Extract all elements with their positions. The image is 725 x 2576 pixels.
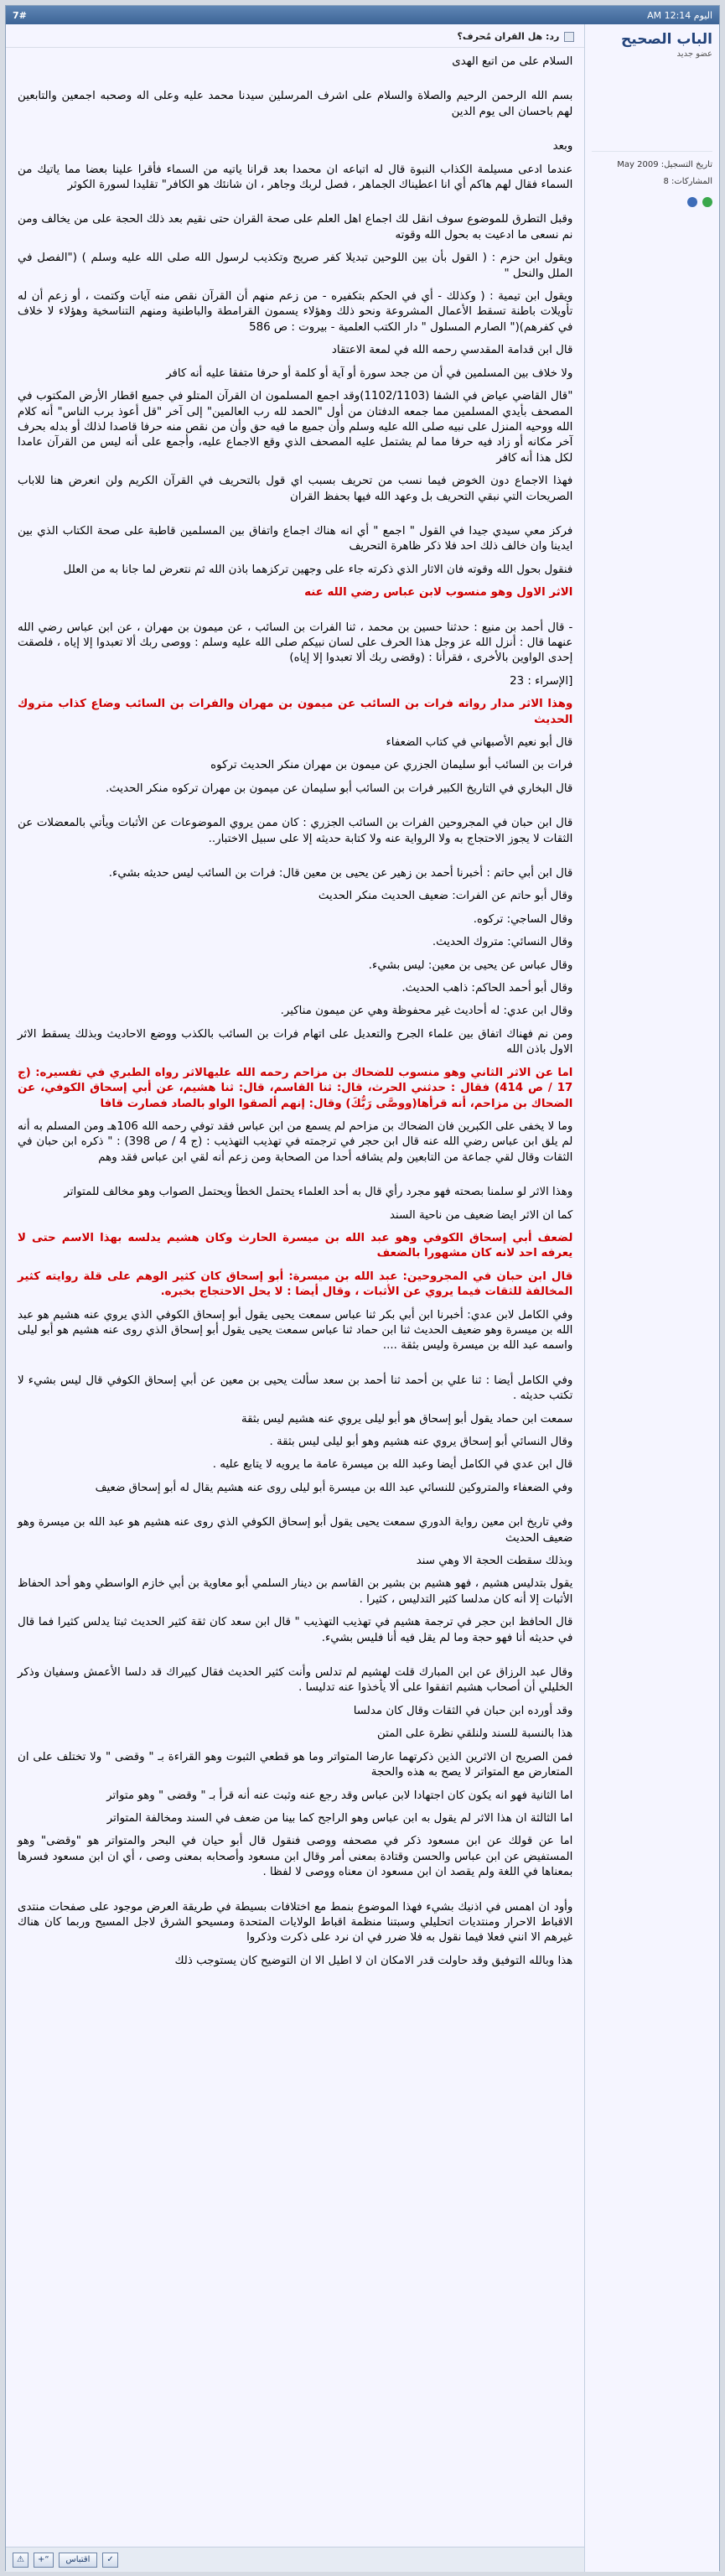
message-paragraph: سمعت ابن حماد يقول أبو إسحاق هو أبو ليلى يروي عنه هشيم ليس بثقة [241, 1412, 573, 1426]
message-paragraph: بسم الله الرحمن الرحيم والصلاة والسلام على اشرف المرسلين سيدنا محمد عليه وعلى اله وصحبه اجمعين والتابعين لهم باحسان الى يوم الدين [18, 90, 573, 118]
message-paragraph: وبعد [552, 140, 573, 153]
post-count: المشاركات: 8 [663, 177, 712, 186]
message-paragraph: "قال القاضي عياض في الشفا (1102/1103)وقد اجمع المسلمون ان القرآن المتلو في جميع اقطار الأرض المكتوب في المصحف بأيدي المسلمين مما جمعه الدفتان من أول "الحمد لله رب العالمين" إلى آخر "قل أعوذ برب الناس" أنه كلام الله ووحيه المنزل على نبيه صلى الله عليه وسلم وأن جميع ما فيه حق وأن من نقص منه حرفا قاصدا لذلك أو بدله بحرف آخر مكانه أو زاد فيه حرفا مما لم يشتمل عليه المصحف الذي وقع الاجماع عليه، وأجمع على أنه ليس من القرآن عامدا لكل هذا أنه كافر [18, 390, 573, 465]
message-paragraph: اما عن الاثر الثاني وهو منسوب للضحاك بن مزاحم رحمه الله عليهالاثر رواه الطبري في تفسيره: (ج 17 / ص 414) فقال : حدثني الحرث، قال: ثنا القاسم، قال: ثنا هشيم، عن أبي إسحاق الكوفي، عن الضحاك بن مزاحم، أنه قرأها(ووصَّى رَبُّكَ) وقال: إنهم ألصقوا الواو بالصاد فصارت قافا [18, 1066, 573, 1110]
message-paragraph: الاثر الاول وهو منسوب لابن عباس رضي الله عنه [304, 586, 573, 600]
message-paragraph: قال البخاري في التاريخ الكبير فرات بن السائب أبو سليمان عن ميمون بن مهران تركوه منكر الحديث. [105, 782, 573, 795]
message-paragraph: اما الثانية فهو انه يكون كان اجتهادا لابن عباس وقد رجع عنه وثبت عنه أنه قرأ بـ " وقضى " وهو متواتر [106, 1789, 573, 1802]
post-content [6, 24, 585, 2572]
message-paragraph: فمن الصريح ان الاثرين الذين ذكرتهما عارضا المتواتر وما هو قطعي الثبوت وهو القراءة بـ " وقضى " ولا تختلف على ان المتعارض مع المتواتر لا يصح به هذه والحجة [18, 1750, 573, 1779]
post-footer [6, 2547, 584, 2572]
message-paragraph: وأود ان اهمس في اذنيك بشيء فهذا الموضوع بنمط مع اختلافات بسيطة في طريقة العرض موجود على صفحات منتدى الاقباط الاحرار ومنتديات اتحليلي وسبتنا منظمة اقباط الولايات المتحدة ومسيحو الشرق لاجل المسيح وربما كان هناك غيرهم الا انني فعلا فيما نقول به فلا ضرر في ان نرد على ذكرت وذكروا [18, 1900, 573, 1945]
online-status-icon [702, 197, 712, 207]
message-paragraph: وقال الساجي: تركوه. [473, 912, 573, 926]
paragraph-spacer [18, 512, 572, 524]
message-paragraph: وما لا يخفى على الكبرين فان الضحاك بن مزاحم لم يسمع من ابن عباس فقد توفي رحمه الله 106هـ ومن المسلم به أنه لم يلق ابن عباس رضي الله عنه قال ابن حجر في ترجمته في تهذيب التهذيب : (ج 4 / ص 398) : " ذكره ابن حبان في الثقات وقال لقي جماعة من التابعين ولم يشافه أحدا من الصحابة ومن زعم أنه لقي ابن عباس فقد وهم [18, 1119, 573, 1164]
post-number[interactable]: 7# [13, 9, 27, 21]
message-paragraph: وفي الكامل لابن عدي: أخبرنا ابن أبي بكر ثنا عباس سمعت يحيى يقول أبو إسحاق الكوفي الذي يروي عنه هشيم هو عبد الله بن ميسرة وهو ضعيف الحديث ثنا ابن حماد ثنا عباس سمعت يحيى يقول أبو إسحاق الذي روى عنه هشيم هو أبو ليلى واسمه عبد الله بن ميسرة وليس بثقة .... [18, 1308, 573, 1353]
message-paragraph: وبذلك سقطت الحجة الا وهي سند [416, 1555, 573, 1568]
message-paragraph: وقد أورده ابن حبان في الثقات وقال كان مدلسا [353, 1704, 573, 1717]
post-header [6, 6, 719, 24]
message-paragraph: كما ان الاثر ايضا ضعيف من ناحية السند [389, 1208, 573, 1222]
paragraph-spacer [18, 1173, 572, 1185]
message-paragraph: وفي الكامل أيضا : ثنا علي بن أحمد ثنا أحمد بن سعد سألت يحيى بن معين عن أبي إسحاق الكوفي قال ليس بشيء لا تكتب حديثه . [18, 1374, 573, 1403]
message-paragraph: وهذا الاثر لو سلمنا بصحته فهو مجرد رأي قال به أحد العلماء يحتمل الخطأ ويحتمل الصواب وهو مخالف للمتواتر [64, 1186, 573, 1199]
message-paragraph: وهذا الاثر مدار رواته فرات بن السائب عن ميمون بن مهران والفرات بن السائب وضاع كذاب متروك الحديث [18, 698, 573, 726]
user-info-panel [585, 24, 719, 2572]
paragraph-spacer [18, 77, 572, 89]
message-paragraph: يقول بتدليس هشيم ، فهو هشيم بن بشير بن القاسم بن دينار السلمي أبو معاوية بن أبي خازم الواسطي وهو أحد الحفاظ الأثبات إلا أنه كان مدلسا كثير التدليس ، كثيرا . [18, 1577, 573, 1606]
thanks-icon[interactable]: ✓ [102, 2553, 117, 2568]
message-paragraph: وقال النسائي أبو إسحاق يروي عنه هشيم وهو أبو ليلى ليس بثقة . [269, 1436, 573, 1448]
user-title: عضو جديد [676, 49, 712, 59]
message-paragraph: ومن نم فهناك اتفاق بين علماء الجرح والتعديل على اتهام فرات بن السائب بالكذب ووضع الاحاديث وبذلك يسقط الاثر الاول باذن الله [18, 1027, 573, 1057]
paragraph-spacer [18, 854, 572, 866]
message-paragraph: قال ابن أبي حاتم : أخبرنا أحمد بن زهير عن يحيى بن معين قال: فرات بن السائب ليس حديثه بشيء. [108, 867, 573, 880]
message-paragraph: قال ابن قدامة المقدسي رحمه الله في لمعة الاعتقاد [331, 344, 573, 357]
message-paragraph: وقال عباس عن يحيى بن معين: ليس بشيء. [368, 958, 573, 972]
message-paragraph: قال ابن عدي في الكامل أيضا وعبد الله بن ميسرة عامة ما يرويه لا يتابع عليه . [212, 1458, 573, 1472]
report-icon[interactable]: ⚠ [13, 2553, 28, 2568]
post-title-bar [6, 24, 584, 48]
message-paragraph: وقبل التطرق للموضوع سوف انقل لك اجماع اهل العلم على صحة القران حتى نقيم بعد ذلك الحجة على من يخالف ومن نم نسعى ما ادعيت به بحول الله وقوته [18, 213, 573, 242]
message-paragraph: ويقول ابن حزم : ( القول بأن بين اللوحين تبديلا كفر صريح وتكذيب لرسول الله صلى الله عليه وسلم ) ("الفصل في الملل والنحل " [18, 252, 573, 280]
message-paragraph: لضعف أبي إسحاق الكوفي وهو عبد الله بن ميسرة الحارث وكان هشيم يدلسه بهذا الاسم حتى لا يعرفه احد لانه كان مشهورا بالضعف [18, 1231, 573, 1260]
message-paragraph: ولا خلاف بين المسلمين في أن من جحد سورة أو آية أو كلمة أو حرفا متفقا عليه أنه كافر [166, 366, 573, 380]
message-paragraph: قال الحافظ ابن حجر في ترجمة هشيم في تهذيب التهذيب " قال ابن سعد كان ثقة كثير الحديث ثبتا يدلس كثيرا فما قال في حديثه أنا فهو حجة وما لم يقل فيه أنا فليس بشيء. [18, 1616, 573, 1644]
message-paragraph: ويقول ابن تيمية : ( وكذلك - أي في الحكم بتكفيره - من زعم منهم أن القرآن نقص منه آيات وكتمت ، أو زعم أن له تأويلات باطنة تسقط الأعمال المشروعة ونحو ذلك وهؤلاء يسمون القرامطة والباطنية ومنهم التناسخية وهؤلاء لا خلاف في كفرهم)(" الصارم المسلول " دار الكتب العلمية - بيروت : ص 586 [18, 290, 573, 334]
post-title: رد: هل القران مُحرف؟ [457, 31, 560, 42]
message-paragraph: السلام على من اتبع الهدى [452, 55, 573, 68]
message-paragraph: وفي الضعفاء والمتروكين للنسائي عبد الله بن ميسرة أبو ليلى روى عنه هشيم يقال له أبو إسحاق ضعيف [95, 1481, 573, 1494]
message-paragraph: اما عن قولك عن ابن مسعود ذكر في مصحفه ووصى فنقول قال أبو حيان في البحر والمتواتر هو "وقضى" وهو المستفيض عن ابن عباس والحسن وقتادة بمعنى أمر وقال ابن مسعود وأصحابه بمعنى وصى ، أي ان ابن مسعود فسرها بمعناها في اللغة ولم يقصد ان ابن مسعود ان معناه ووصى لا لفظا . [18, 1835, 573, 1879]
message-paragraph: - قال أحمد بن منيع : حدثنا حسين بن محمد ، ثنا الفرات بن السائب ، عن ميمون بن مهران ، عن ابن عباس رضي الله عنهما قال : أنزل الله عز وجل هذا الحرف على لسان نبيكم صلى الله عليه وسلم : ووصى ربك ألا تعبدوا إلا إياه ، فلصقت إحدى الواوين بالأخرى ، فقرأنا : (وقضى ربك ألا تعبدوا إلا إياه) [18, 621, 573, 665]
message-paragraph: قال ابن حبان في المجروحين الفرات بن السائب الجزري : كان ممن يروي الموضوعات عن الأثبات ويأتي بالمعضلات عن الثقات لا يجوز الاحتجاج به ولا الرواية عنه ولا كتابة حديثه إلا على سبيل الاختبار.. [18, 817, 573, 845]
message-paragraph: قال أبو نعيم الأصبهاني في كتاب الضعفاء [386, 736, 573, 749]
message-paragraph: فرات بن السائب أبو سليمان الجزري عن ميمون بن مهران منكر الحديث تركوه [210, 759, 573, 772]
message-paragraph: عندما ادعى مسيلمة الكذاب النبوة قال له اتباعه ان محمدا بعد قرانا ياتيه من السماء فأقرا علينا بعضا مما ياتيك من السماء فقال لهم هاكم أي انا اعطيناك الجماهر ، فصل لربك وجاهر ، ان شانئك هو الكافر" تقليدا لسورة الكوثر [18, 163, 573, 192]
paragraph-spacer [18, 609, 572, 621]
post-body [6, 24, 719, 2572]
message-paragraph: وفي تاريخ ابن معين رواية الدوري سمعت يحيى يقول أبو إسحاق الكوفي الذي روى عنه هشيم هو عبد الله بن ميسرة وهو ضعيف الحديث [18, 1516, 573, 1545]
message-paragraph: وقال أبو أحمد الحاكم: ذاهب الحديث. [401, 982, 573, 995]
paragraph-spacer [18, 200, 572, 212]
post-date: اليوم 12:14 AM [647, 9, 712, 21]
message-paragraph: وقال أبو حاتم عن الفرات: ضعيف الحديث منكر الحديث [318, 890, 573, 903]
post-container [5, 5, 720, 2571]
message-paragraph: وقال عبد الرزاق عن ابن المبارك قلت لهشيم لم تدلس وأنت كثير الحديث فقال كبيراك قد دلسا الأعمش وسفيان وذكر الخليلي أن أصحاب هشيم اتفقوا على ألا يأخذوا عنه تدليسا . [18, 1666, 573, 1695]
join-date: تاريخ التسجيل: May 2009 [617, 160, 712, 169]
message-paragraph: وقال النسائي: متروك الحديث. [432, 936, 573, 949]
message-paragraph: وقال ابن عدي: له أحاديث غير محفوظة وهي عن ميمون مناكير. [280, 1005, 573, 1018]
post-icon [564, 32, 574, 42]
paragraph-spacer [18, 127, 572, 139]
username[interactable]: الباب الصحيح [621, 31, 712, 48]
paragraph-spacer [18, 1362, 572, 1374]
paragraph-spacer [18, 1654, 572, 1665]
message-paragraph: اما الثالثة ان هذا الاثر لم يقول به ابن عباس وهو الراجح كما بينا من ضعف في السند ومخالفة المتواتر [106, 1811, 573, 1825]
message-paragraph: هذا بالنسبة للسند ولنلقي نظرة على المتن [376, 1727, 573, 1741]
message-paragraph: فنقول بحول الله وقوته فان الاثار الذي ذكرته جاء على وجهين تركزهما باذن الله ثم نتعرض لما جانا به من العلل [63, 563, 573, 576]
user-icons [592, 197, 712, 207]
message-paragraph: فركز معي سيدي جيدا في القول " اجمع " أي انه هناك اجماع واتفاق بين المسلمين قاطبة على صحة الكتاب الذي بين ايدينا وان خالف ذلك احد فلا ذكر ظاهرة التحريف [18, 524, 573, 553]
message-paragraph: [الإسراء : 23 [510, 674, 573, 688]
multi-quote-icon[interactable]: +“ [34, 2553, 54, 2568]
message-paragraph: قال ابن حبان في المجروحين: عبد الله بن ميسرة: أبو إسحاق كان كثير الوهم على قلة روايته كثير المخالفة للثقات فيما يروي عن الأثبات ، وقال أيضا : لا يحل الاحتجاج بخبره. [18, 1270, 573, 1299]
post-message [6, 48, 584, 1969]
profile-icon[interactable] [687, 197, 697, 207]
quote-button[interactable]: اقتباس [59, 2553, 98, 2568]
user-stats [592, 151, 712, 190]
paragraph-spacer [18, 804, 572, 816]
message-paragraph: فهذا الاجماع دون الخوض فيما نسب من تحريف بسبب اي قول بالتحريف في القرآن الكريم ولن انعرض هنا للاباب الصريحات التي نبقي التحريف بل وعهد الله فيها بحفظ القران [18, 475, 573, 503]
message-paragraph: هذا وبالله التوفيق وقد حاولت قدر الامكان ان لا اطيل الا ان التوضيح كان يستوجب ذلك [174, 1954, 573, 1967]
paragraph-spacer [18, 1888, 572, 1900]
paragraph-spacer [18, 1504, 572, 1515]
